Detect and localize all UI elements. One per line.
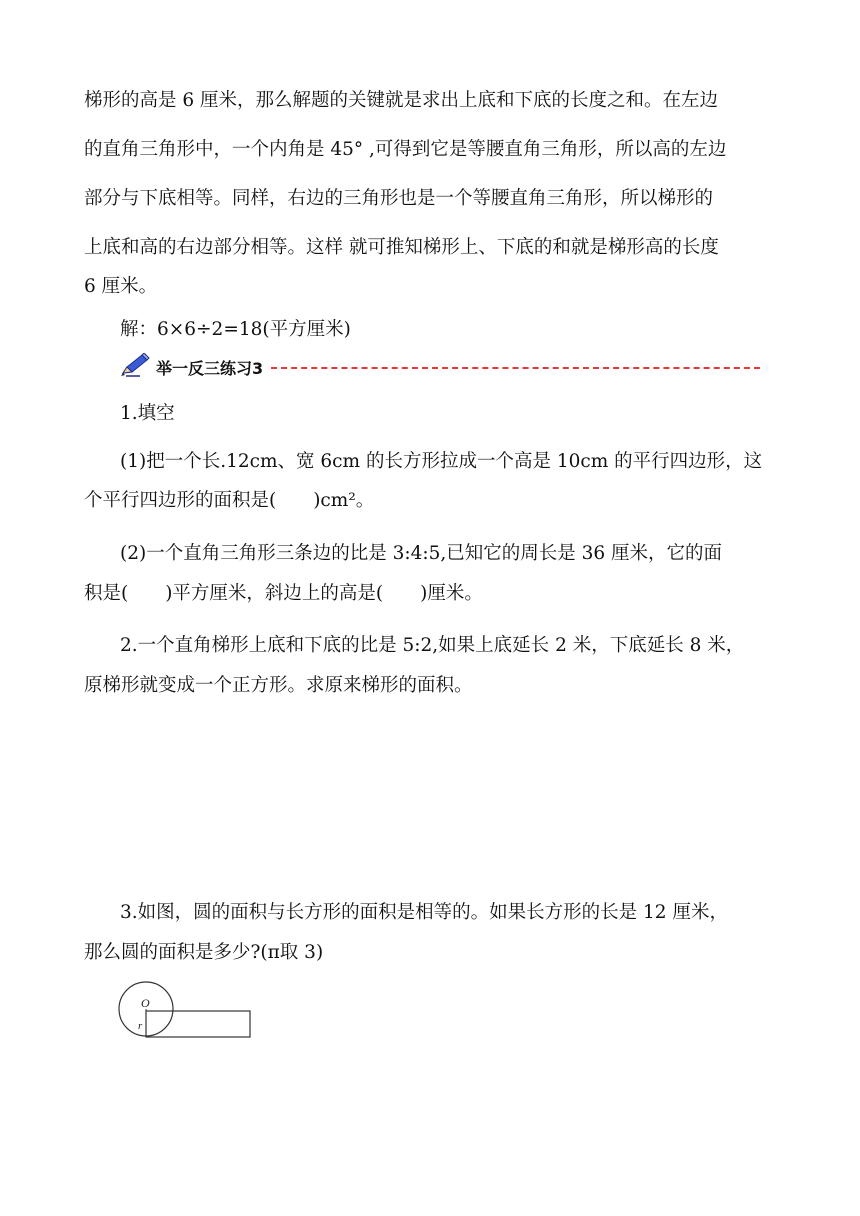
q1-part1-line-1: (1)把一个长.12cm、宽 6cm 的长方形拉成一个高是 10cm 的平行四边形，这 [120, 451, 763, 472]
explanation-line-3: 部分与下底相等。同样，右边的三角形也是一个等腰直角三角形，所以梯形的 [84, 188, 714, 209]
q2-line-1: 2.一个直角梯形上底和下底的比是 5:2,如果上底延长 2 米，下底延长 8 米， [120, 635, 745, 656]
practice-header [120, 352, 760, 382]
q1-part2-line-2: 积是( )平方厘米，斜边上的高是( )厘米。 [84, 583, 483, 604]
q1-heading: 1.填空 [120, 403, 175, 424]
q1-part2-line-1: (2)一个直角三角形三条边的比是 3:4:5,已知它的周长是 36 厘米，它的面 [120, 543, 723, 564]
q3-line-2: 那么圆的面积是多少?(π取 3) [84, 942, 324, 963]
pencil-icon [120, 353, 150, 381]
radius-label: r [138, 1020, 143, 1032]
explanation-line-1: 梯形的高是 6 厘米，那么解题的关键就是求出上底和下底的长度之和。在左边 [84, 90, 719, 111]
practice-title: 举一反三练习3 [156, 358, 264, 378]
q3-line-1: 3.如图，圆的面积与长方形的面积是相等的。如果长方形的长是 12 厘米， [120, 902, 728, 923]
solution-line: 解：6×6÷2=18(平方厘米) [120, 319, 351, 340]
center-label: O [141, 996, 150, 1010]
rectangle-shape [146, 1011, 250, 1037]
circle-rectangle-figure [110, 975, 260, 1049]
explanation-line-5: 6 厘米。 [84, 276, 158, 297]
q2-line-2: 原梯形就变成一个正方形。求原来梯形的面积。 [84, 675, 473, 696]
explanation-line-4: 上底和高的右边部分相等。这样 就可推知梯形上、下底的和就是梯形高的长度 [84, 237, 719, 258]
explanation-line-2: 的直角三角形中，一个内角是 45° ,可得到它是等腰直角三角形，所以高的左边 [84, 139, 727, 160]
practice-divider [271, 367, 760, 369]
q1-part1-line-2: 个平行四边形的面积是( )cm²。 [84, 490, 375, 511]
